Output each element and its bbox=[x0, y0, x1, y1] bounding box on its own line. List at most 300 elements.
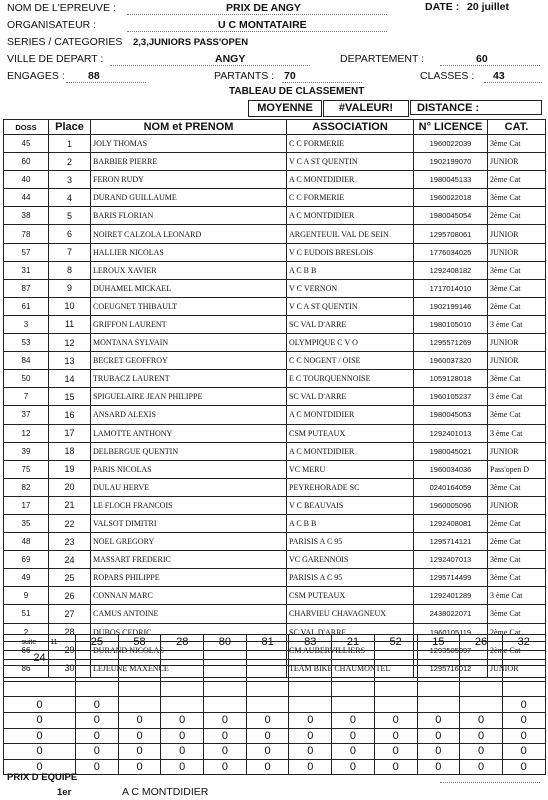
association-cell: E C TOURQUENNOISE bbox=[287, 370, 414, 388]
association-cell: ARGENTEUIL VAL DE SEIN bbox=[287, 225, 414, 243]
table-row bbox=[4, 279, 546, 297]
doss-cell: 86 bbox=[4, 659, 49, 677]
table-row bbox=[4, 297, 546, 315]
suite-cell: 0 bbox=[417, 744, 460, 760]
name-cell: FERON RUDY bbox=[91, 171, 287, 189]
engages-label: ENGAGES : bbox=[7, 70, 65, 82]
suite-cell bbox=[417, 697, 460, 713]
suite-cell bbox=[289, 666, 332, 682]
suite-first-value: 11 bbox=[50, 638, 58, 646]
place-cell: 2 bbox=[49, 153, 91, 171]
suite-cell: 0 bbox=[246, 728, 289, 744]
table-row bbox=[4, 153, 546, 171]
table-row bbox=[4, 243, 546, 261]
doss-cell: 82 bbox=[4, 478, 49, 496]
place-cell: 15 bbox=[49, 388, 91, 406]
association-cell: V C A ST QUENTIN bbox=[287, 297, 414, 315]
licence-cell: 1292408182 bbox=[414, 261, 488, 279]
category-cell: 3ème Cat bbox=[488, 261, 546, 279]
doss-cell: 37 bbox=[4, 406, 49, 424]
place-cell: 22 bbox=[49, 514, 91, 532]
category-cell: 2ème Cat bbox=[488, 207, 546, 225]
suite-cell: 52 bbox=[374, 635, 417, 651]
suite-cell: 0 bbox=[502, 744, 545, 760]
suite-cell: 0 bbox=[204, 728, 247, 744]
suite-cell bbox=[460, 681, 503, 697]
association-cell: PEYREHORADE SC bbox=[287, 478, 414, 496]
suite-cell: 0 bbox=[76, 697, 119, 713]
place-cell: 5 bbox=[49, 207, 91, 225]
place-cell: 7 bbox=[49, 243, 91, 261]
suite-cell: 0 bbox=[246, 759, 289, 775]
suite-cell: 58 bbox=[118, 635, 161, 651]
place-cell: 13 bbox=[49, 352, 91, 370]
place-cell: 12 bbox=[49, 334, 91, 352]
licence-cell: 1059128018 bbox=[414, 370, 488, 388]
suite-cell bbox=[118, 697, 161, 713]
series-label: SERIES / CATEGORIES bbox=[7, 36, 123, 48]
doss-cell: 17 bbox=[4, 496, 49, 514]
association-cell: OLYMPIQUE C V O bbox=[287, 334, 414, 352]
doss-cell: 48 bbox=[4, 533, 49, 551]
doss-cell: 49 bbox=[4, 569, 49, 587]
doss-cell: 78 bbox=[4, 225, 49, 243]
association-cell: C C FORMERIE bbox=[287, 189, 414, 207]
name-cell: DURAND NICOLAS bbox=[91, 641, 287, 659]
suite-cell bbox=[204, 697, 247, 713]
licence-cell: 1960034036 bbox=[414, 460, 488, 478]
category-cell: 3ème Cat bbox=[488, 370, 546, 388]
suite-cell: 0 bbox=[502, 759, 545, 775]
name-cell: LAMOTTE ANTHONY bbox=[91, 424, 287, 442]
suite-label: suite bbox=[21, 638, 37, 646]
suite-cell: 0 bbox=[204, 759, 247, 775]
suite-cell bbox=[332, 697, 375, 713]
name-cell: BARIS FLORIAN bbox=[91, 207, 287, 225]
association-cell: A C B B bbox=[287, 261, 414, 279]
licence-cell: 1292408081 bbox=[414, 514, 488, 532]
name-cell: TRUBACZ LAURENT bbox=[91, 370, 287, 388]
table-row bbox=[4, 551, 546, 569]
suite-cell: 0 bbox=[374, 744, 417, 760]
suite-cell: 0 bbox=[460, 712, 503, 728]
place-cell: 10 bbox=[49, 297, 91, 315]
suite-cell bbox=[4, 666, 76, 682]
name-cell: LE FLOCH FRANCOIS bbox=[91, 496, 287, 514]
suite-cell: 0 bbox=[332, 744, 375, 760]
suite-cell bbox=[246, 681, 289, 697]
category-cell: JUNIOR bbox=[488, 243, 546, 261]
suite-row bbox=[4, 666, 546, 682]
suite-cell: 83 bbox=[289, 635, 332, 651]
suite-cell bbox=[118, 666, 161, 682]
doss-cell: 3 bbox=[4, 315, 49, 333]
suite-table bbox=[3, 634, 546, 775]
place-cell: 27 bbox=[49, 605, 91, 623]
table-row bbox=[4, 442, 546, 460]
place-cell: 14 bbox=[49, 370, 91, 388]
date-label: DATE : bbox=[425, 1, 460, 13]
suite-cell: 0 bbox=[204, 712, 247, 728]
suite-cell: 0 bbox=[374, 712, 417, 728]
suite-cell bbox=[460, 650, 503, 666]
engages-value: 88 bbox=[88, 70, 100, 82]
classes-dotted-line bbox=[484, 82, 542, 83]
suite-cell bbox=[161, 650, 204, 666]
table-row bbox=[4, 460, 546, 478]
suite-cell bbox=[502, 666, 545, 682]
category-cell: JUNIOR bbox=[488, 659, 546, 677]
partants-value: 70 bbox=[284, 70, 296, 82]
category-cell: Pass'open D bbox=[488, 460, 546, 478]
category-cell: 3ème Cat bbox=[488, 406, 546, 424]
suite-row bbox=[4, 759, 546, 775]
doss-cell: 44 bbox=[4, 189, 49, 207]
suite-cell bbox=[417, 650, 460, 666]
suite-cell bbox=[76, 666, 119, 682]
suite-row bbox=[4, 697, 546, 713]
suite-cell: 0 bbox=[289, 759, 332, 775]
name-cell: BECRET GEOFFROY bbox=[91, 352, 287, 370]
association-cell: SC VAL D'ARRE bbox=[287, 315, 414, 333]
licence-cell: 1295714121 bbox=[414, 533, 488, 551]
suite-cell: 32 bbox=[502, 635, 545, 651]
place-cell: 29 bbox=[49, 641, 91, 659]
table-row bbox=[4, 388, 546, 406]
prix-equipe-label: PRIX D EQUIPE bbox=[7, 772, 78, 783]
place-cell: 26 bbox=[49, 587, 91, 605]
category-cell: 3ème Cat bbox=[488, 135, 546, 153]
epreuve-dotted-line bbox=[127, 14, 387, 15]
table-row bbox=[4, 334, 546, 352]
table-row bbox=[4, 533, 546, 551]
suite-cell: 0 bbox=[502, 712, 545, 728]
category-cell: JUNIOR bbox=[488, 442, 546, 460]
doss-cell: 53 bbox=[4, 334, 49, 352]
association-cell: VC GARENNOIS bbox=[287, 551, 414, 569]
doss-cell: 38 bbox=[4, 207, 49, 225]
suite-row bbox=[4, 712, 546, 728]
suite-cell: 15 bbox=[417, 635, 460, 651]
suite-cell: 0 bbox=[118, 712, 161, 728]
suite-cell: 0 bbox=[4, 759, 76, 775]
doss-cell: 60 bbox=[4, 153, 49, 171]
licence-cell: 1295571269 bbox=[414, 334, 488, 352]
name-cell: NOIRET CALZOLA LEONARD bbox=[91, 225, 287, 243]
place-cell: 19 bbox=[49, 460, 91, 478]
suite-cell: 0 bbox=[502, 697, 545, 713]
doss-cell: 31 bbox=[4, 261, 49, 279]
partants-dotted-line bbox=[282, 82, 362, 83]
table-row bbox=[4, 424, 546, 442]
epreuve-label: NOM DE L'EPREUVE : bbox=[7, 2, 116, 14]
place-cell: 18 bbox=[49, 442, 91, 460]
suite-cell bbox=[417, 681, 460, 697]
name-cell: CONNAN MARC bbox=[91, 587, 287, 605]
prix-equipe-rank: 1er bbox=[57, 787, 72, 798]
doss-cell: 12 bbox=[4, 424, 49, 442]
table-row bbox=[4, 478, 546, 496]
name-cell: ROPARS PHILIPPE bbox=[91, 569, 287, 587]
suite-cell bbox=[4, 681, 76, 697]
table-row bbox=[4, 370, 546, 388]
suite-cell: 0 bbox=[332, 712, 375, 728]
association-cell: PARISIS A C 95 bbox=[287, 533, 414, 551]
date-value: 20 juillet bbox=[467, 1, 510, 13]
col-licence-header: N° LICENCE bbox=[414, 120, 488, 135]
suite-cell: 0 bbox=[161, 759, 204, 775]
name-cell: MASSART FREDERIC bbox=[91, 551, 287, 569]
place-cell: 16 bbox=[49, 406, 91, 424]
organisateur-dotted-line bbox=[127, 31, 387, 32]
suite-cell: 0 bbox=[417, 712, 460, 728]
category-cell: 3 ème Cat bbox=[488, 424, 546, 442]
suite-cell: 25 bbox=[76, 635, 119, 651]
suite-row bbox=[4, 635, 546, 651]
licence-cell: 1980045053 bbox=[414, 406, 488, 424]
association-cell: A C MONTDIDIER bbox=[287, 406, 414, 424]
association-cell: SC VAL D'ARRE bbox=[287, 623, 414, 641]
association-cell: A C MONTDIDIER bbox=[287, 442, 414, 460]
licence-cell: 1960005096 bbox=[414, 496, 488, 514]
doss-cell: 2 bbox=[4, 623, 49, 641]
suite-cell: 0 bbox=[289, 728, 332, 744]
name-cell: GRIFFON LAURENT bbox=[91, 315, 287, 333]
licence-cell: 1902199146 bbox=[414, 297, 488, 315]
licence-cell: 1717014010 bbox=[414, 279, 488, 297]
table-row bbox=[4, 315, 546, 333]
moyenne-value: #VALEUR! bbox=[323, 100, 409, 117]
ville-dotted-line bbox=[110, 65, 310, 66]
licence-cell: 1292407013 bbox=[414, 551, 488, 569]
doss-cell: 35 bbox=[4, 514, 49, 532]
licence-cell: 1292401289 bbox=[414, 587, 488, 605]
departement-value: 60 bbox=[476, 53, 488, 65]
suite-cell: 24 bbox=[4, 650, 76, 666]
suite-cell: 0 bbox=[417, 728, 460, 744]
licence-cell: 1295716012 bbox=[414, 659, 488, 677]
licence-cell: 1902199070 bbox=[414, 153, 488, 171]
suite-cell: 0 bbox=[4, 728, 76, 744]
place-cell: 28 bbox=[49, 623, 91, 641]
name-cell: DULAU HERVE bbox=[91, 478, 287, 496]
suite-cell bbox=[502, 681, 545, 697]
place-cell: 4 bbox=[49, 189, 91, 207]
suite-cell bbox=[76, 650, 119, 666]
suite-cell: 0 bbox=[502, 728, 545, 744]
association-cell: C C FORMERIE bbox=[287, 135, 414, 153]
suite-cell bbox=[118, 681, 161, 697]
licence-cell: 1980045133 bbox=[414, 171, 488, 189]
table-row bbox=[4, 587, 546, 605]
suite-cell: 0 bbox=[118, 744, 161, 760]
suite-cell bbox=[161, 666, 204, 682]
suite-cell bbox=[246, 666, 289, 682]
category-cell: JUNIOR bbox=[488, 153, 546, 171]
association-cell: VC MERU bbox=[287, 460, 414, 478]
suite-cell bbox=[374, 697, 417, 713]
category-cell: 3 ème Cat bbox=[488, 315, 546, 333]
category-cell: 3ème Cat bbox=[488, 279, 546, 297]
suite-cell: 0 bbox=[4, 697, 76, 713]
name-cell: CAMUS ANTOINE bbox=[91, 605, 287, 623]
doss-cell: 57 bbox=[4, 243, 49, 261]
table-row bbox=[4, 189, 546, 207]
suite-cell bbox=[4, 635, 76, 651]
licence-cell: 1295708061 bbox=[414, 225, 488, 243]
licence-cell: 1293505097 bbox=[414, 641, 488, 659]
category-cell: 3 ème Cat bbox=[488, 587, 546, 605]
licence-cell: 1292401013 bbox=[414, 424, 488, 442]
suite-cell: 0 bbox=[460, 759, 503, 775]
suite-cell bbox=[161, 681, 204, 697]
series-value: 2,3,JUNIORS PASS'OPEN bbox=[133, 37, 249, 48]
suite-cell: 0 bbox=[332, 759, 375, 775]
suite-cell bbox=[204, 650, 247, 666]
licence-cell: 1776034025 bbox=[414, 243, 488, 261]
licence-cell: 1960105119 bbox=[414, 623, 488, 641]
suite-cell bbox=[289, 681, 332, 697]
tableau-title: TABLEAU DE CLASSEMENT bbox=[229, 86, 365, 97]
licence-cell: 1960105237 bbox=[414, 388, 488, 406]
category-cell: JUNIOR bbox=[488, 496, 546, 514]
suite-cell: 0 bbox=[4, 744, 76, 760]
licence-cell: 1960037320 bbox=[414, 352, 488, 370]
licence-cell: 2438022071 bbox=[414, 605, 488, 623]
suite-row bbox=[4, 728, 546, 744]
suite-cell: 0 bbox=[204, 744, 247, 760]
place-cell: 6 bbox=[49, 225, 91, 243]
table-row bbox=[4, 207, 546, 225]
association-cell: V C A ST QUENTIN bbox=[287, 153, 414, 171]
suite-cell: 0 bbox=[374, 759, 417, 775]
doss-cell: 45 bbox=[4, 135, 49, 153]
licence-cell: 1295714499 bbox=[414, 569, 488, 587]
association-cell: V C BEAUVAIS bbox=[287, 496, 414, 514]
doss-cell: 69 bbox=[4, 551, 49, 569]
table-row bbox=[4, 605, 546, 623]
licence-cell: 1980045021 bbox=[414, 442, 488, 460]
classes-label: CLASSES : bbox=[420, 70, 475, 82]
place-cell: 1 bbox=[49, 135, 91, 153]
table-row bbox=[4, 261, 546, 279]
doss-cell: 7 bbox=[4, 388, 49, 406]
suite-row bbox=[4, 744, 546, 760]
table-row bbox=[4, 352, 546, 370]
association-cell: A C MONTDIDIER bbox=[287, 171, 414, 189]
category-cell: 3ème Cat bbox=[488, 478, 546, 496]
doss-cell: 9 bbox=[4, 587, 49, 605]
suite-cell: 0 bbox=[332, 728, 375, 744]
licence-cell: 1980045054 bbox=[414, 207, 488, 225]
suite-cell bbox=[374, 681, 417, 697]
suite-cell: 0 bbox=[161, 744, 204, 760]
place-cell: 21 bbox=[49, 496, 91, 514]
place-cell: 3 bbox=[49, 171, 91, 189]
doss-cell: 40 bbox=[4, 171, 49, 189]
category-cell: JUNIOR bbox=[488, 225, 546, 243]
engages-dotted-line bbox=[66, 82, 146, 83]
association-cell: SC VAL D'ARRE bbox=[287, 388, 414, 406]
name-cell: PARIS NICOLAS bbox=[91, 460, 287, 478]
doss-cell: 50 bbox=[4, 370, 49, 388]
suite-cell: 28 bbox=[161, 635, 204, 651]
category-cell: 3ème Cat bbox=[488, 189, 546, 207]
doss-cell: 66 bbox=[4, 641, 49, 659]
place-cell: 25 bbox=[49, 569, 91, 587]
suite-cell: 0 bbox=[76, 744, 119, 760]
name-cell: COEUGNET THIBAULT bbox=[91, 297, 287, 315]
table-row bbox=[4, 171, 546, 189]
doss-cell: 51 bbox=[4, 605, 49, 623]
suite-cell bbox=[374, 666, 417, 682]
col-association-header: ASSOCIATION bbox=[287, 120, 414, 135]
suite-cell: 0 bbox=[374, 728, 417, 744]
distance-label: DISTANCE : bbox=[410, 100, 542, 115]
suite-cell: 0 bbox=[417, 759, 460, 775]
table-row bbox=[4, 135, 546, 153]
suite-cell bbox=[460, 666, 503, 682]
place-cell: 30 bbox=[49, 659, 91, 677]
suite-cell bbox=[76, 681, 119, 697]
suite-cell: 0 bbox=[76, 759, 119, 775]
category-cell: 3ème Cat bbox=[488, 551, 546, 569]
category-cell: 2ème Cat bbox=[488, 641, 546, 659]
suite-cell bbox=[246, 650, 289, 666]
place-cell: 20 bbox=[49, 478, 91, 496]
suite-cell bbox=[460, 697, 503, 713]
category-cell: 3 ème Cat bbox=[488, 388, 546, 406]
moyenne-label: MOYENNE bbox=[248, 100, 322, 117]
doss-cell: 84 bbox=[4, 352, 49, 370]
licence-cell: 1960022018 bbox=[414, 189, 488, 207]
suite-cell: 0 bbox=[76, 728, 119, 744]
place-cell: 11 bbox=[49, 315, 91, 333]
association-cell: V C VERNON bbox=[287, 279, 414, 297]
classement-table bbox=[3, 119, 546, 678]
name-cell: LEJEUNE MAXENCE bbox=[91, 659, 287, 677]
suite-cell: 0 bbox=[118, 759, 161, 775]
suite-cell bbox=[374, 650, 417, 666]
name-cell: LEROUX XAVIER bbox=[91, 261, 287, 279]
suite-cell bbox=[332, 666, 375, 682]
suite-cell: 0 bbox=[118, 728, 161, 744]
table-row bbox=[4, 406, 546, 424]
suite-cell: 21 bbox=[332, 635, 375, 651]
suite-cell: 0 bbox=[161, 728, 204, 744]
suite-row bbox=[4, 650, 546, 666]
doss-cell: 61 bbox=[4, 297, 49, 315]
suite-row bbox=[4, 681, 546, 697]
suite-cell bbox=[246, 697, 289, 713]
organisateur-value: U C MONTATAIRE bbox=[218, 19, 307, 31]
licence-cell: 1960022039 bbox=[414, 135, 488, 153]
name-cell: DELBERGUE QUENTIN bbox=[91, 442, 287, 460]
doss-cell: 87 bbox=[4, 279, 49, 297]
suite-cell: 0 bbox=[246, 712, 289, 728]
category-cell: 2ème Cat bbox=[488, 171, 546, 189]
place-cell: 17 bbox=[49, 424, 91, 442]
suite-cell bbox=[204, 681, 247, 697]
suite-cell: 0 bbox=[4, 712, 76, 728]
partants-label: PARTANTS : bbox=[214, 70, 275, 82]
doss-cell: 75 bbox=[4, 460, 49, 478]
doss-cell: 39 bbox=[4, 442, 49, 460]
suite-cell: 0 bbox=[161, 712, 204, 728]
suite-cell: 0 bbox=[460, 728, 503, 744]
suite-cell bbox=[502, 650, 545, 666]
suite-cell bbox=[289, 697, 332, 713]
